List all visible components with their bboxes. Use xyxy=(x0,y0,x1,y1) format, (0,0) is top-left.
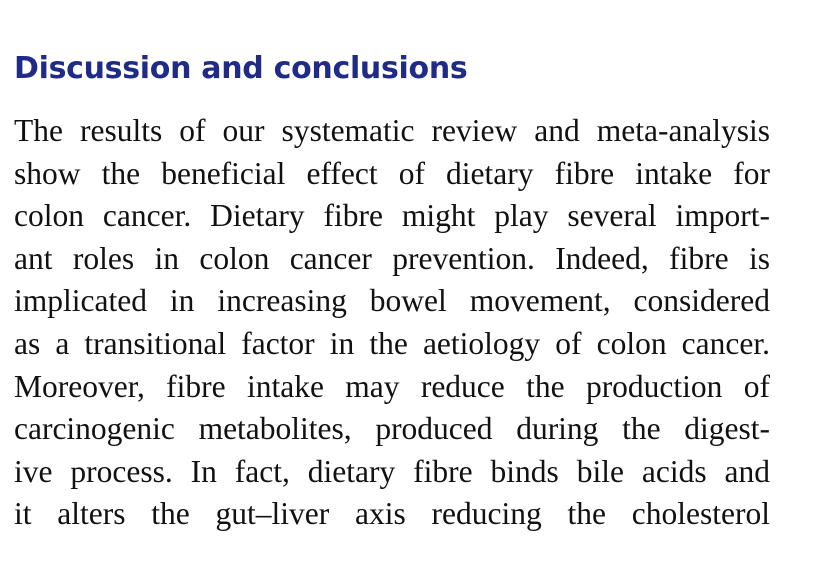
body-line-9: ive process. In fact, dietary fibre binds bile acids and xyxy=(14,453,770,489)
body-line-5: implicated in increasing bowel movement, considered xyxy=(14,283,770,319)
body-line-7: Moreover, fibre intake may reduce the production of xyxy=(14,368,770,404)
body-line-1: The results of our systematic review and meta-analysis xyxy=(14,113,770,148)
body-line-10: it alters the gut–liver axis reducing the cholesterol xyxy=(14,496,770,532)
body-line-8: carcinogenic metabolites, produced during the digest- xyxy=(14,411,770,447)
section-heading: Discussion and conclusions xyxy=(14,51,468,86)
section-body xyxy=(14,110,770,536)
body-line-6: as a transitional factor in the aetiology of colon cancer. xyxy=(14,325,770,361)
body-line-2: show the beneficial effect of dietary fibre intake for xyxy=(14,155,770,191)
body-line-3: colon cancer. Dietary fibre might play several import- xyxy=(14,198,770,234)
body-line-4: ant roles in colon cancer prevention. Indeed, fibre is xyxy=(14,240,770,276)
